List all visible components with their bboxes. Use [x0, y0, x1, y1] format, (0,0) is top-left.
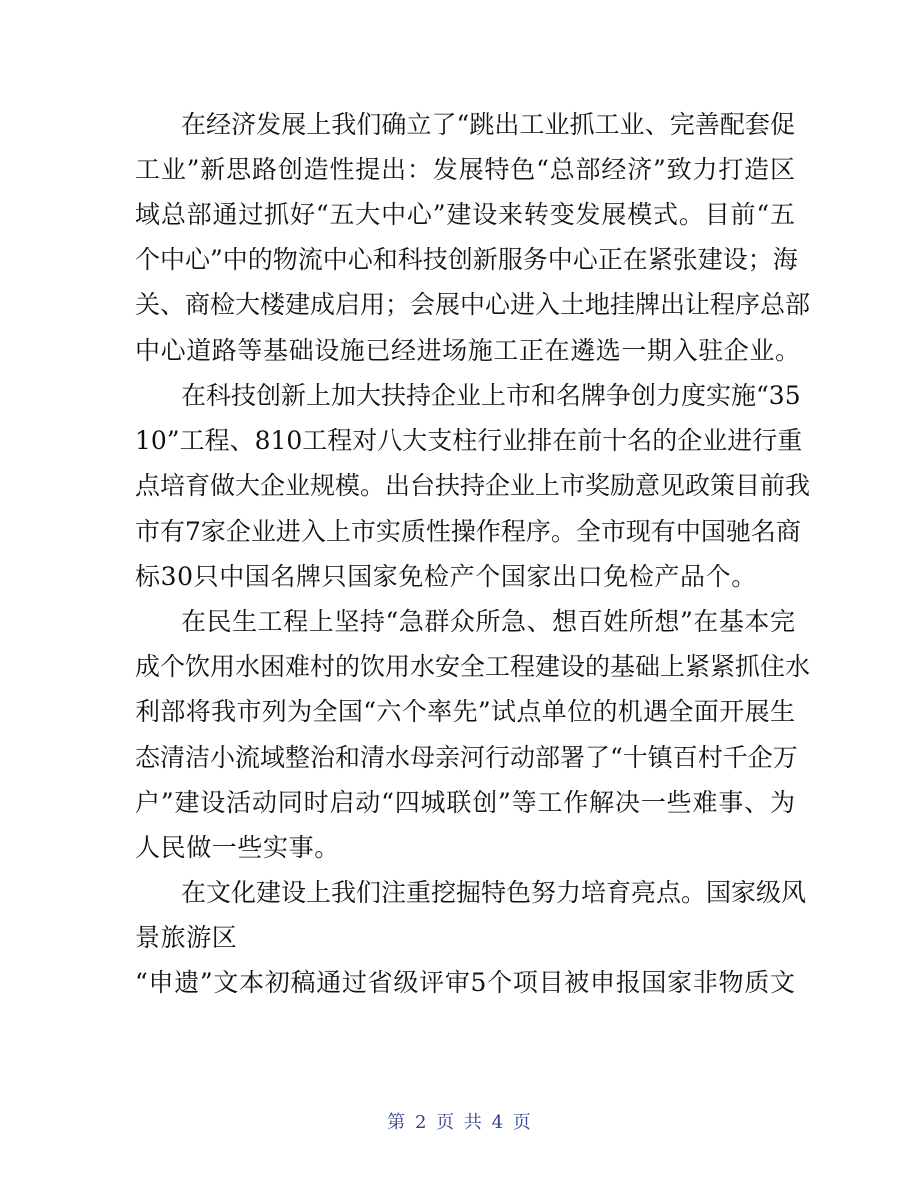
paragraph-2-line-2: 10”工程、810工程对八大支柱行业排在前十名的企业进行重: [135, 426, 803, 455]
paragraph-2-line-5: 标30只中国名牌只国家免检产个国家出口免检产品个。: [135, 562, 757, 591]
paragraph-1-line-3: 域总部通过抓好“五大中心”建设来转变发展模式。目前“五: [135, 200, 795, 229]
paragraph-2-line-4: 市有7家企业进入上市实质性操作程序。全市现有中国驰名商: [135, 517, 801, 546]
paragraph-3-line-4: 态清洁小流域整治和清水母亲河行动部署了“十镇百村千企万: [135, 743, 798, 772]
paragraph-1-line-5: 关、商检大楼建成启用；会展中心进入土地挂牌出让程序总部: [135, 290, 811, 319]
paragraph-3-line-3: 利部将我市列为全国“六个率先”试点单位的机遇全面开展生: [135, 697, 795, 726]
paragraph-1-line-2: 工业”新思路创造性提出：发展特色“总部经济”致力打造区: [135, 155, 795, 184]
paragraph-3-line-5: 户”建设活动同时启动“四城联创”等工作解决一些难事、为: [135, 788, 795, 817]
paragraph-1-line-1: 在经济发展上我们确立了“跳出工业抓工业、完善配套促: [181, 110, 795, 139]
paragraph-3-line-1: 在民生工程上坚持“急群众所急、想百姓所想”在基本完: [181, 607, 795, 636]
paragraph-3-line-2: 成个饮用水困难村的饮用水安全工程建设的基础上紧紧抓住水: [135, 652, 811, 681]
paragraph-4-line-1: 在文化建设上我们注重挖掘特色努力培育亮点。国家级风: [181, 878, 807, 907]
paragraph-3-line-6: 人民做一些实事。: [135, 833, 340, 862]
paragraph-4-line-2: 景旅游区: [135, 923, 238, 952]
paragraph-1-line-4: 个中心”中的物流中心和科技创新服务中心正在紧张建设；海: [135, 245, 798, 274]
paragraph-1-line-6: 中心道路等基础设施已经进场施工正在遴选一期入驻企业。: [135, 336, 801, 365]
paragraph-2-line-3: 点培育做大企业规模。出台扶持企业上市奖励意见政策目前我: [135, 471, 811, 500]
page-number-footer: 第 2 页 共 4 页: [387, 1112, 533, 1133]
paragraph-5-line-1: “申遗”文本初稿通过省级评审5个项目被申报国家非物质文: [135, 968, 795, 997]
paragraph-2-line-1: 在科技创新上加大扶持企业上市和名牌争创力度实施“35: [181, 381, 801, 410]
